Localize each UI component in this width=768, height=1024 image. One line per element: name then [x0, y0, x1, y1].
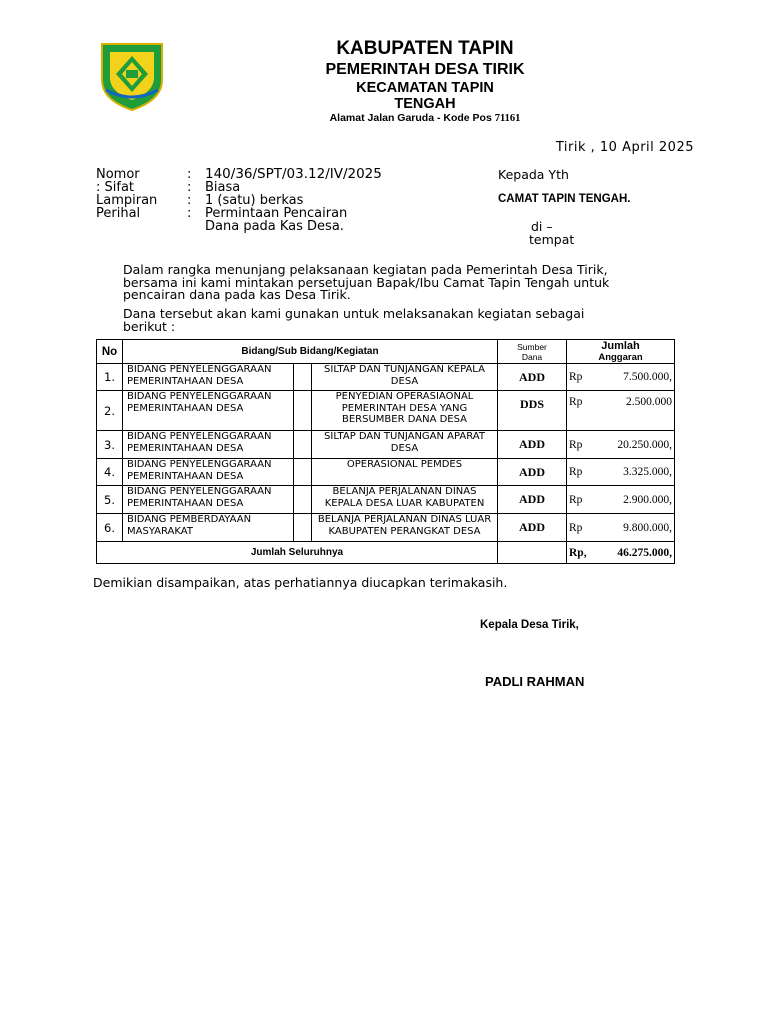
postcode: 71161: [494, 113, 521, 124]
row-amount: [567, 459, 675, 486]
rp-label: Rp: [569, 521, 583, 534]
recipient-di: di –: [531, 219, 553, 234]
row-spacer: [294, 514, 312, 542]
row-kegiatan: OPERASIONAL PEMDES: [312, 459, 498, 486]
row-bidang: BIDANG PENYELENGGARAAN PEMERINTAHAAN DESA: [123, 364, 294, 391]
table-total-row: [97, 542, 675, 564]
amount-value: 3.325.000,: [623, 466, 672, 478]
total-value: 46.275.000,: [617, 546, 672, 559]
body-paragraph-1: [123, 264, 673, 302]
row-amount: [567, 431, 675, 459]
header-sumber-l1: Sumber: [517, 341, 547, 352]
total-empty-cell: [498, 542, 567, 564]
meta-label-nomor: Nomor: [96, 167, 140, 182]
header-jumlah-l2: Anggaran: [598, 351, 643, 363]
row-no: 3.: [97, 431, 123, 459]
row-sumber: ADD: [498, 514, 567, 542]
row-amount: [567, 514, 675, 542]
letterhead-village: PEMERINTAH DESA TIRIK: [325, 61, 525, 78]
row-kegiatan: SILTAP DAN TUNJANGAN APARAT DESA: [312, 431, 498, 459]
row-sumber: ADD: [498, 459, 567, 486]
meta-colon: :: [187, 193, 192, 208]
row-spacer: [294, 391, 312, 431]
row-sumber: ADD: [498, 486, 567, 514]
header-bidang: Bidang/Sub Bidang/Kegiatan: [123, 340, 498, 364]
row-no: 4.: [97, 459, 123, 486]
rp-label: Rp: [569, 396, 583, 408]
body-line: bersama ini kami mintakan persetujuan Bapak/Ibu Camat Tapin Tengah untuk: [123, 274, 610, 290]
letterhead-district: [230, 80, 620, 112]
row-amount: [567, 486, 675, 514]
amount-value: 9.800.000,: [623, 521, 672, 534]
body-line: pencairan dana pada kas Desa Tirik.: [123, 287, 351, 302]
row-bidang: BIDANG PENYELENGGARAAN PEMERINTAHAAN DESA: [123, 431, 294, 459]
body-line: Dana tersebut akan kami gunakan untuk melaksanakan kegiatan sebagai: [123, 306, 585, 321]
meta-value-lampiran: 1 (satu) berkas: [205, 193, 304, 208]
table-row: [97, 514, 675, 542]
row-sumber: DDS: [498, 391, 567, 431]
letterhead-district-line1: KECAMATAN TAPIN: [356, 80, 494, 96]
table-row: [97, 459, 675, 486]
meta-value-nomor: 140/36/SPT/03.12/IV/2025: [205, 166, 382, 182]
row-kegiatan: BELANJA PERJALANAN DINAS LUAR KABUPATEN PERANGKAT DESA: [312, 514, 498, 542]
header-sumber: [498, 340, 567, 364]
header-jumlah: [567, 340, 675, 364]
meta-value-perihal: Permintaan Pencairan: [205, 206, 348, 221]
signature-title: Kepala Desa Tirik,: [480, 619, 579, 631]
row-bidang: BIDANG PENYELENGGARAAN PEMERINTAHAAN DESA: [123, 391, 294, 431]
rp-label: Rp: [569, 438, 583, 451]
row-bidang: BIDANG PENYELENGGARAAN PEMERINTAHAAN DESA: [123, 459, 294, 486]
recipient-tempat: tempat: [529, 232, 575, 247]
row-sumber: ADD: [498, 431, 567, 459]
row-spacer: [294, 431, 312, 459]
table-row: [97, 486, 675, 514]
signature-name: PADLI RAHMAN: [485, 674, 585, 689]
header-no: No: [97, 340, 123, 364]
row-no: 1.: [97, 364, 123, 391]
body-line: Dalam rangka menunjang pelaksanaan kegiatan pada Pemerintah Desa Tirik,: [123, 262, 608, 277]
row-no: 6.: [97, 514, 123, 542]
header-sumber-l2: Dana: [521, 351, 543, 362]
row-spacer: [294, 459, 312, 486]
recipient-salutation: Kepada Yth: [498, 167, 569, 182]
row-kegiatan: BELANJA PERJALANAN DINAS KEPALA DESA LUAR KABUPATEN: [312, 486, 498, 514]
row-no: 2.: [97, 391, 123, 431]
row-bidang: BIDANG PENYELENGGARAAN PEMERINTAHAAN DESA: [123, 486, 294, 514]
meta-value-perihal-cont: Dana pada Kas Desa.: [205, 219, 344, 234]
row-kegiatan: PENYEDIAN OPERASIAONAL PEMERINTAH DESA YANG BERSUMBER DANA DESA: [312, 391, 498, 431]
meta-colon: :: [187, 206, 192, 221]
address-text: Alamat Jalan Garuda - Kode Pos: [329, 112, 495, 124]
amount-value: 7.500.000,: [623, 371, 672, 383]
total-amount: [567, 542, 675, 564]
amount-value: 2.900.000,: [623, 493, 672, 506]
amount-value: 20.250.000,: [617, 438, 672, 451]
row-bidang: BIDANG PEMBERDAYAAN MASYARAKAT: [123, 514, 294, 542]
table-row: [97, 364, 675, 391]
letterhead-address: [230, 112, 620, 124]
tapin-regency-emblem-icon: [96, 40, 168, 112]
closing-text: Demikian disampaikan, atas perhatiannya diucapkan terimakasih.: [93, 575, 508, 590]
budget-table: [96, 339, 675, 564]
rp-label: Rp: [569, 371, 583, 383]
total-label: Jumlah Seluruhnya: [97, 542, 498, 564]
row-amount: [567, 391, 675, 431]
row-kegiatan: SILTAP DAN TUNJANGAN KEPALA DESA: [312, 364, 498, 391]
meta-colon: :: [187, 167, 192, 182]
row-amount: [567, 364, 675, 391]
meta-value-sifat: Biasa: [205, 180, 241, 195]
rp-label: Rp: [569, 493, 583, 506]
row-spacer: [294, 364, 312, 391]
row-sumber: ADD: [498, 364, 567, 391]
table-row: [97, 391, 675, 431]
row-spacer: [294, 486, 312, 514]
letterhead-regency: KABUPATEN TAPIN: [336, 38, 514, 59]
total-rp: Rp,: [569, 546, 587, 559]
meta-label-perihal: Perihal: [96, 206, 141, 221]
meta-colon: :: [187, 180, 192, 195]
header-jumlah-l1: Jumlah: [601, 339, 640, 352]
letterhead-district-line2: TENGAH: [394, 96, 456, 112]
amount-value: 2.500.000: [626, 396, 672, 408]
body-line: berikut :: [123, 318, 176, 334]
meta-label-sifat: : Sifat: [96, 180, 135, 195]
body-paragraph-2: [123, 308, 673, 333]
recipient-name: CAMAT TAPIN TENGAH.: [498, 193, 631, 205]
letter-date: Tirik , 10 April 2025: [555, 140, 694, 155]
table-row: [97, 431, 675, 459]
meta-label-lampiran: Lampiran: [96, 193, 158, 208]
rp-label: Rp: [569, 466, 583, 478]
row-no: 5.: [97, 486, 123, 514]
